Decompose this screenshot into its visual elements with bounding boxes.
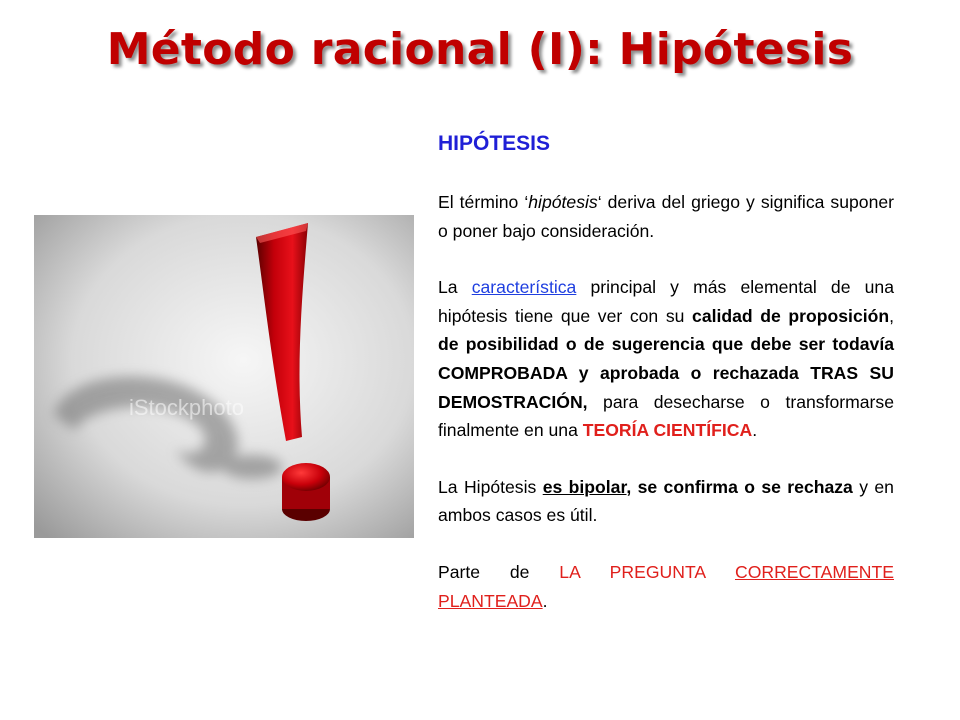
paragraph-bipolar bbox=[438, 473, 894, 530]
section-heading: HIPÓTESIS bbox=[438, 132, 551, 155]
exclamation-image bbox=[34, 215, 414, 538]
text-span: para desecharse o transformarse finalmente en una bbox=[438, 391, 894, 441]
watermark-text: iStockphoto bbox=[129, 395, 244, 420]
red-emphasis: LA PREGUNTA bbox=[559, 561, 735, 582]
text-span: El término ‘ bbox=[438, 192, 529, 212]
bold-text: de posibilidad o de sugerencia que debe ser todavía COMPROBADA y aprobada o rechazada TRAS SU DEMOSTRACIÓN, bbox=[438, 334, 894, 412]
red-emphasis: TEORÍA CIENTÍFICA bbox=[582, 420, 753, 441]
text-span: ‘ deriva del griego y significa suponer o poner bajo consideración. bbox=[438, 192, 894, 241]
text-span: y en ambos casos es útil. bbox=[438, 476, 894, 526]
bold-text: calidad de proposición bbox=[692, 305, 890, 326]
text-span: La Hipótesis bbox=[438, 476, 543, 497]
paragraph-pregunta bbox=[438, 558, 894, 615]
red-underlined-emphasis: CORRECTAMENTE PLANTEADA bbox=[438, 561, 894, 611]
paragraph-characteristic bbox=[438, 273, 894, 445]
italic-term: hipótesis bbox=[528, 192, 598, 212]
slide-title: Método racional (I): Hipótesis bbox=[106, 24, 854, 75]
text-span: La bbox=[438, 277, 472, 298]
exclamation-question-illustration bbox=[34, 215, 414, 538]
bold-underlined-text: es bipolar, bbox=[542, 476, 632, 497]
paragraph-definition bbox=[438, 188, 894, 245]
text-span: . bbox=[752, 420, 758, 441]
hipotesis-content bbox=[438, 130, 894, 643]
text-span: principal y más elemental de una hipótesis tiene que ver con su bbox=[438, 277, 894, 326]
text-span: Parte de bbox=[438, 561, 560, 582]
caracteristica-link[interactable]: característica bbox=[471, 277, 577, 298]
text-span: . bbox=[542, 590, 548, 611]
text-span: , bbox=[889, 305, 895, 326]
bold-text: se confirma o se rechaza bbox=[631, 476, 853, 497]
